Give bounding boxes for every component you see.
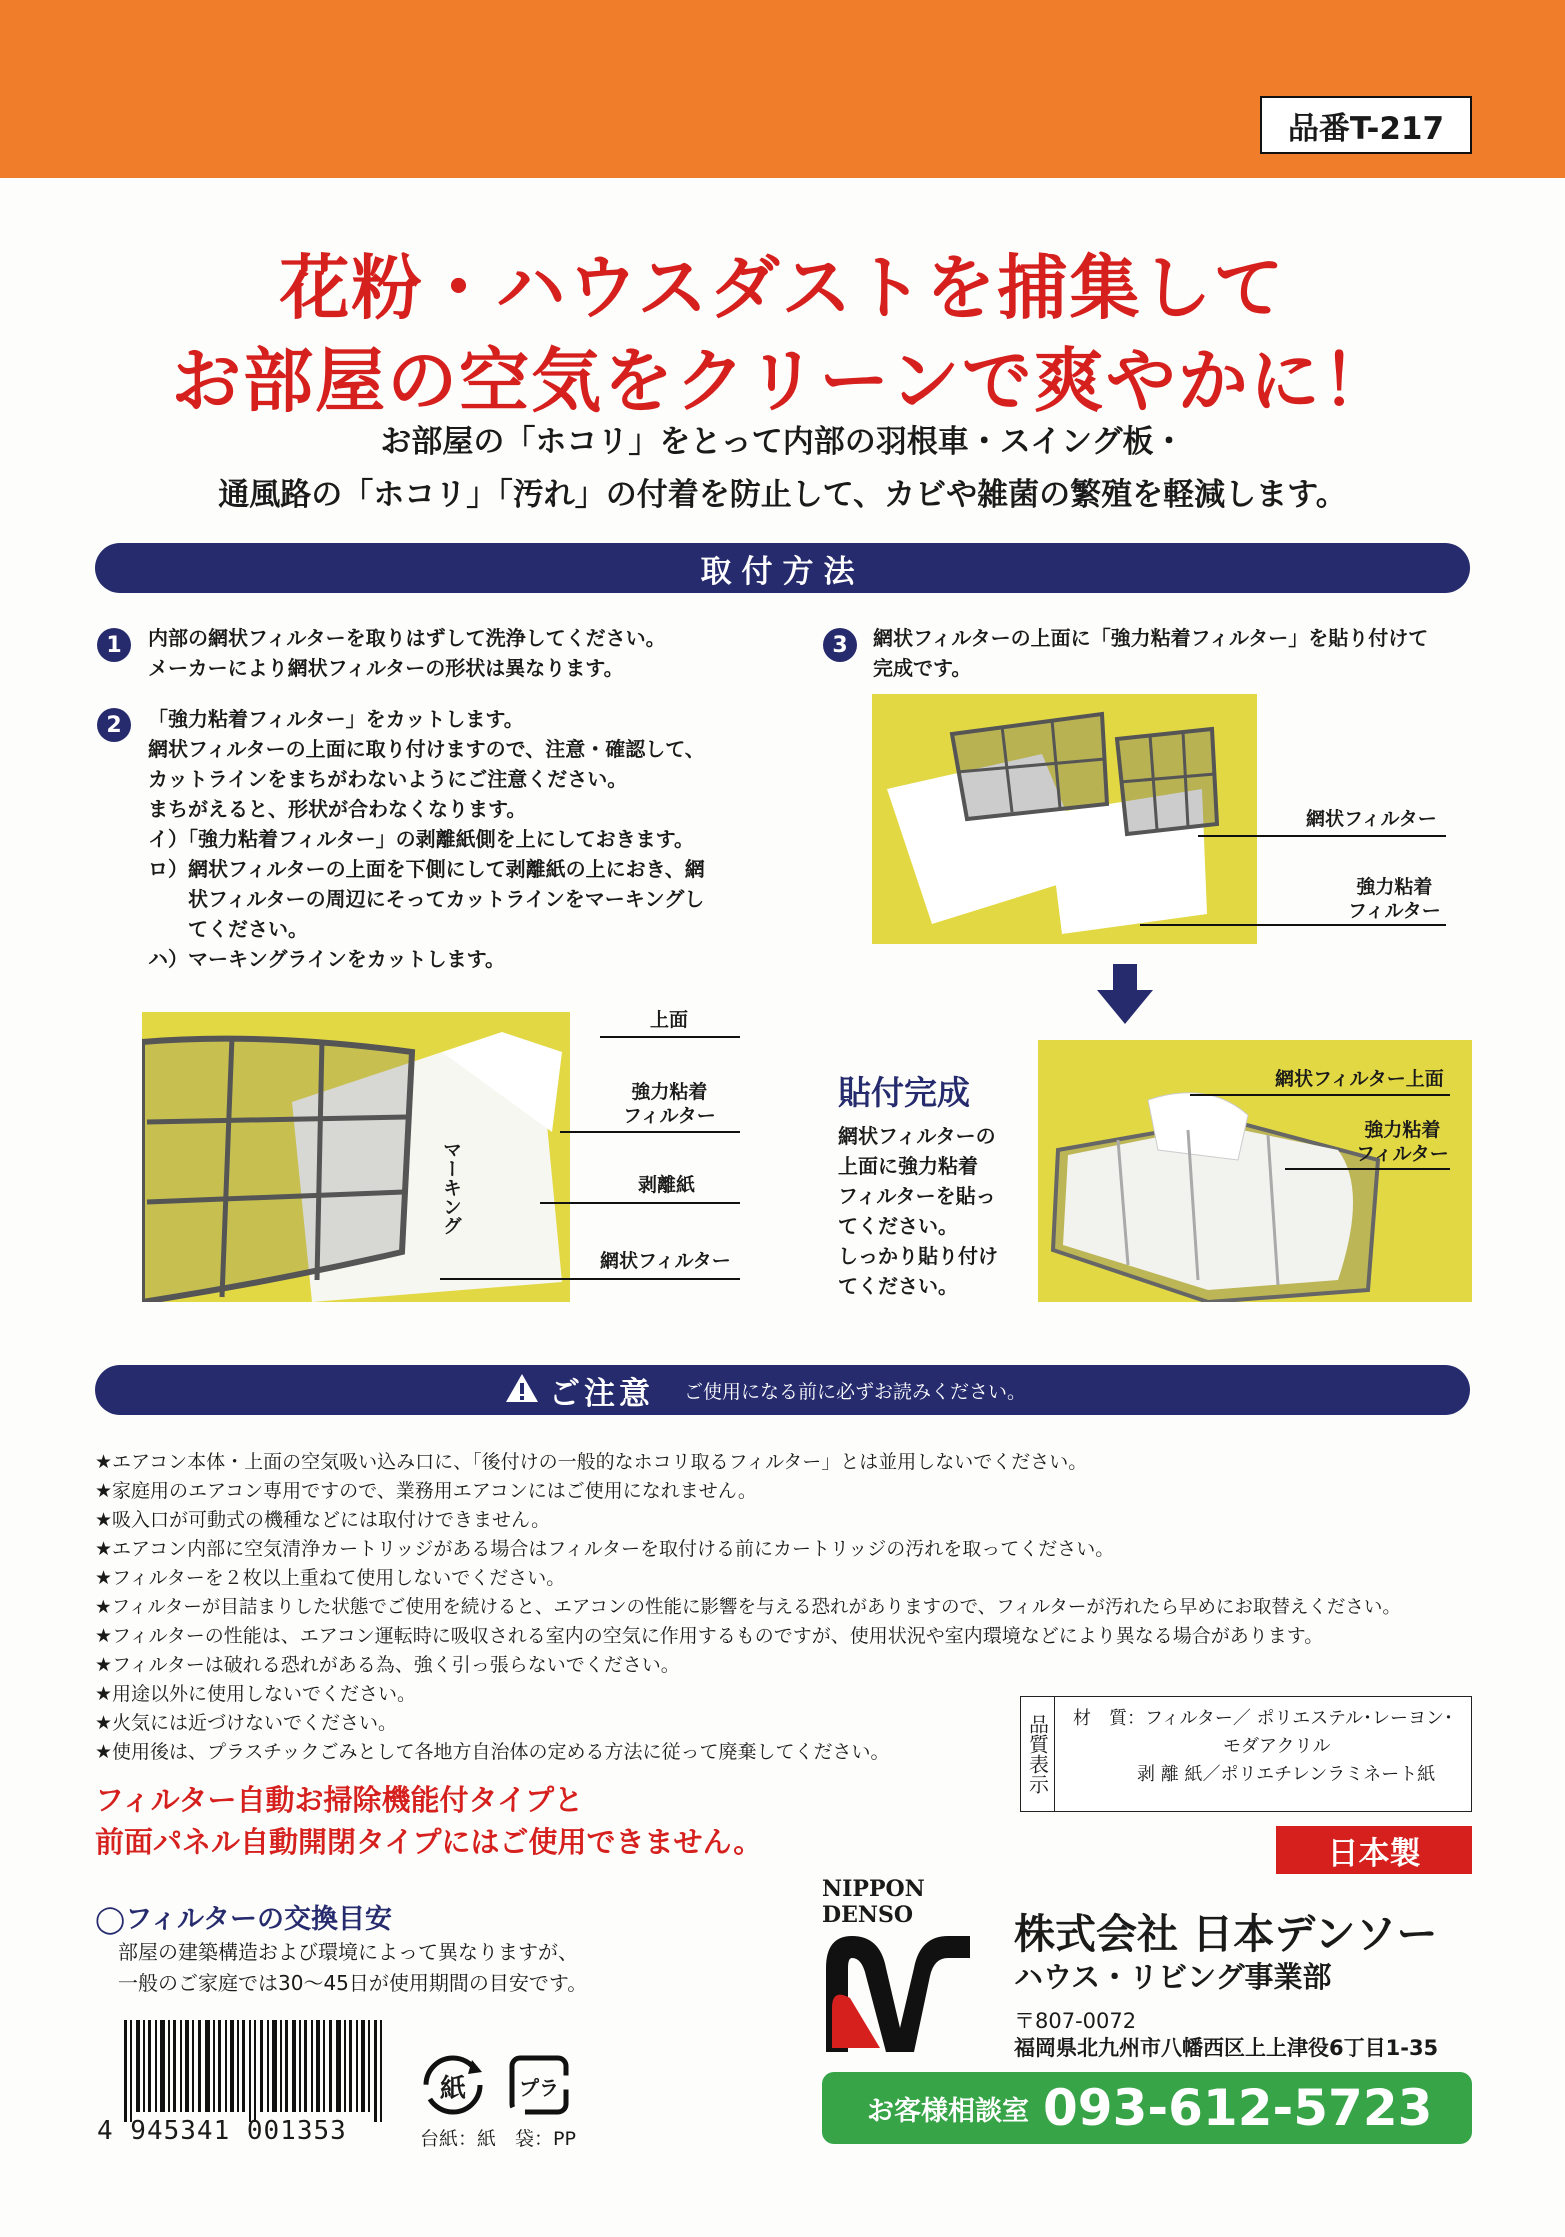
result-line: てください。 <box>838 1274 958 1298</box>
caution-item: ★家庭用のエアコン専用ですので、業務用エアコンにはご使用になれません。 <box>95 1480 757 1502</box>
caution-item: ★フィルターを２枚以上重ねて使用しないでください。 <box>95 1567 566 1589</box>
quality-line: 剥 離 紙／ポリエチレンラミネート紙 <box>1137 1764 1436 1785</box>
caution-item: ★フィルターの性能は、エアコン運転時に吸収される室内の空気に作用するものですが、使用状況や室内環境などにより異なる場合があります。 <box>95 1625 1324 1647</box>
result-line: フィルターを貼っ <box>838 1184 996 1208</box>
customer-phone-box <box>822 2072 1472 2144</box>
step-2-text <box>148 704 705 974</box>
result-title: 貼付完成 <box>838 1073 970 1112</box>
barcode-bars <box>122 2020 384 2122</box>
caution-item: ★吸入口が可動式の機種などには取付けできません。 <box>95 1509 551 1531</box>
quality-label-heading <box>1021 1697 1055 1811</box>
step-3-line: 完成です。 <box>873 656 972 680</box>
step-1-line: メーカーにより網状フィルターの形状は異なります。 <box>148 656 624 680</box>
made-in-japan-badge: 日本製 <box>1276 1826 1472 1874</box>
phone-label: お客様相談室 <box>867 2095 1029 2127</box>
callout-adhesive-filter: 強力粘着 フィルター <box>623 1081 716 1127</box>
paper-mark-text: 紙 <box>439 2074 466 2104</box>
lead-line1: お部屋の「ホコリ」をとって内部の羽根車・スイング板・ <box>380 424 1185 460</box>
caution-title: ご注意 <box>549 1375 654 1412</box>
photo-marking <box>142 1012 570 1302</box>
red-note-line: 前面パネル自動開閉タイプにはご使用できません。 <box>95 1825 763 1859</box>
step-2-line: ハ）マーキングラインをカットします。 <box>148 947 505 971</box>
step-2-line: ロ）網状フィルターの上面を下側にして剥離紙の上におき、網 <box>148 857 705 881</box>
callout-line <box>1190 1094 1450 1096</box>
callout-adhesive-filter-3: 強力粘着 フィルター <box>1356 1119 1449 1165</box>
step-3-text <box>873 623 1428 683</box>
result-line: しっかり貼り付け <box>838 1244 998 1268</box>
result-line: 上面に強力粘着 <box>838 1154 978 1178</box>
quality-label-text: 品質表示 <box>1025 1714 1050 1794</box>
photo-marking-illustration <box>142 1012 570 1302</box>
plastic-recycle-icon <box>506 2052 572 2118</box>
company-name: 株式会社 日本デンソー <box>1014 1910 1438 1958</box>
callout-line <box>1140 924 1446 926</box>
callout-mesh-top: 網状フィルター上面 <box>1275 1068 1444 1090</box>
caution-item: ★用途以外に使用しないでください。 <box>95 1683 417 1705</box>
step-2-line: まちがえると、形状が合わなくなります。 <box>148 797 527 821</box>
install-title: 取付方法 <box>700 553 865 590</box>
logo-text-line: DENSO <box>822 1902 914 1928</box>
callout-adhesive-filter-2: 強力粘着 フィルター <box>1348 876 1441 922</box>
step-2-line: イ）「強力粘着フィルター」の剥離紙側を上にしておきます。 <box>148 827 694 851</box>
step-2-line: 状フィルターの周辺にそってカットラインをマーキングし <box>148 887 705 911</box>
marking-label: マーキング <box>440 1140 462 1235</box>
logo-text-line: NIPPON <box>822 1876 925 1902</box>
red-note-line: フィルター自動お掃除機能付タイプと <box>95 1783 584 1817</box>
quality-line: 材 質：フィルター／ ポリエステル･レーヨン･ <box>1073 1708 1453 1729</box>
plastic-mark-text: プラ <box>519 2076 559 2100</box>
caution-item: ★フィルターは破れる恐れがある為、強く引っ張らないでください。 <box>95 1654 680 1676</box>
recycle-caption: 台紙：紙 袋：PP <box>420 2128 576 2150</box>
replacement-line: 部屋の建築構造および環境によって異なりますが、 <box>118 1940 578 1964</box>
step-1-text <box>148 623 666 683</box>
callout-line <box>440 1278 740 1280</box>
replacement-line: 一般のご家庭では30〜45日が使用期間の目安です。 <box>118 1971 588 1995</box>
quality-line: モダアクリル <box>1223 1736 1331 1757</box>
headline-line2: お部屋の空気をクリーンで爽やかに！ <box>171 339 1394 422</box>
company-logo-text <box>822 1876 925 1928</box>
callout-mesh-filter-2: 網状フィルター <box>1306 808 1437 830</box>
phone-number: 093-612-5723 <box>1043 2079 1433 2137</box>
install-section-band <box>95 543 1470 593</box>
step-3-badge <box>823 628 857 662</box>
step-3-line: 網状フィルターの上面に「強力粘着フィルター」を貼り付けて <box>873 626 1429 650</box>
warning-icon <box>505 1373 539 1407</box>
step-1-number: 1 <box>106 632 122 658</box>
step-2-line: てください。 <box>148 917 308 941</box>
company-postal: 〒807-0072 <box>1014 2009 1137 2033</box>
caution-item: ★エアコン本体・上面の空気吸い込み口に、「後付けの一般的なホコリ取るフィルター」とは並用しないでください。 <box>95 1451 1088 1473</box>
replacement-text <box>118 1937 587 1999</box>
barcode-image <box>122 2020 384 2122</box>
step-2-line: 「強力粘着フィルター」をカットします。 <box>148 707 524 731</box>
replacement-title: ◯フィルターの交換目安 <box>95 1904 392 1935</box>
caution-item: ★使用後は、プラスチックごみとして各地方自治体の定める方法に従って廃棄してください。 <box>95 1741 890 1763</box>
callout-line <box>560 1131 740 1133</box>
barcode-digits: 4 945341 001353 <box>97 2116 347 2146</box>
step-2-badge <box>97 708 131 742</box>
headline-line1: 花粉・ハウスダストを捕集して <box>279 246 1286 329</box>
callout-release-paper: 剥離紙 <box>638 1174 696 1196</box>
caution-item: ★エアコン内部に空気清浄カートリッジがある場合はフィルターを取付ける前にカートリッジの汚れを取ってください。 <box>95 1538 1115 1560</box>
unsupported-types-note <box>95 1779 762 1863</box>
result-text <box>838 1121 998 1301</box>
photo-step-3 <box>872 694 1257 944</box>
model-number: 品番T-217 <box>1260 96 1472 154</box>
step-3-number: 3 <box>832 632 848 658</box>
quality-label-box <box>1020 1696 1472 1812</box>
callout-top-surface: 上面 <box>650 1009 689 1031</box>
callout-line <box>1285 1168 1450 1170</box>
caution-section-band <box>95 1365 1470 1415</box>
down-arrow-icon <box>1097 964 1153 1028</box>
step-1-badge <box>97 628 131 662</box>
company-logo-icon <box>822 1928 974 2052</box>
paper-recycle-icon <box>420 2052 486 2118</box>
caution-subtitle: ご使用になる前に必ずお読みください。 <box>684 1380 1027 1403</box>
callout-line <box>540 1202 740 1204</box>
company-address: 福岡県北九州市八幡西区上上津役6丁目1-35 <box>1014 2036 1439 2060</box>
company-division: ハウス・リビング事業部 <box>1014 1960 1332 1994</box>
step-2-line: 網状フィルターの上面に取り付けますので、注意・確認して、 <box>148 737 705 761</box>
step-2-number: 2 <box>106 712 122 738</box>
lead-line2: 通風路の「ホコリ」「汚れ」の付着を防止して、カビや雑菌の繁殖を軽減します。 <box>218 477 1347 513</box>
callout-mesh-filter: 網状フィルター <box>600 1250 731 1272</box>
step-2-line: カットラインをまちがわないようにご注意ください。 <box>148 767 628 791</box>
result-line: てください。 <box>838 1214 958 1238</box>
caution-item: ★フィルターが目詰まりした状態でご使用を続けると、エアコンの性能に影響を与える恐れがありますので、フィルターが汚れたら早めにお取替えください。 <box>95 1597 1401 1618</box>
caution-item: ★火気には近づけないでください。 <box>95 1712 398 1734</box>
callout-line <box>1198 835 1446 837</box>
step-1-line: 内部の網状フィルターを取りはずして洗浄してください。 <box>148 626 666 650</box>
result-line: 網状フィルターの <box>838 1124 996 1148</box>
photo-step-3-illustration <box>872 694 1257 944</box>
quality-label-body <box>1055 1697 1453 1811</box>
callout-line <box>600 1036 740 1038</box>
